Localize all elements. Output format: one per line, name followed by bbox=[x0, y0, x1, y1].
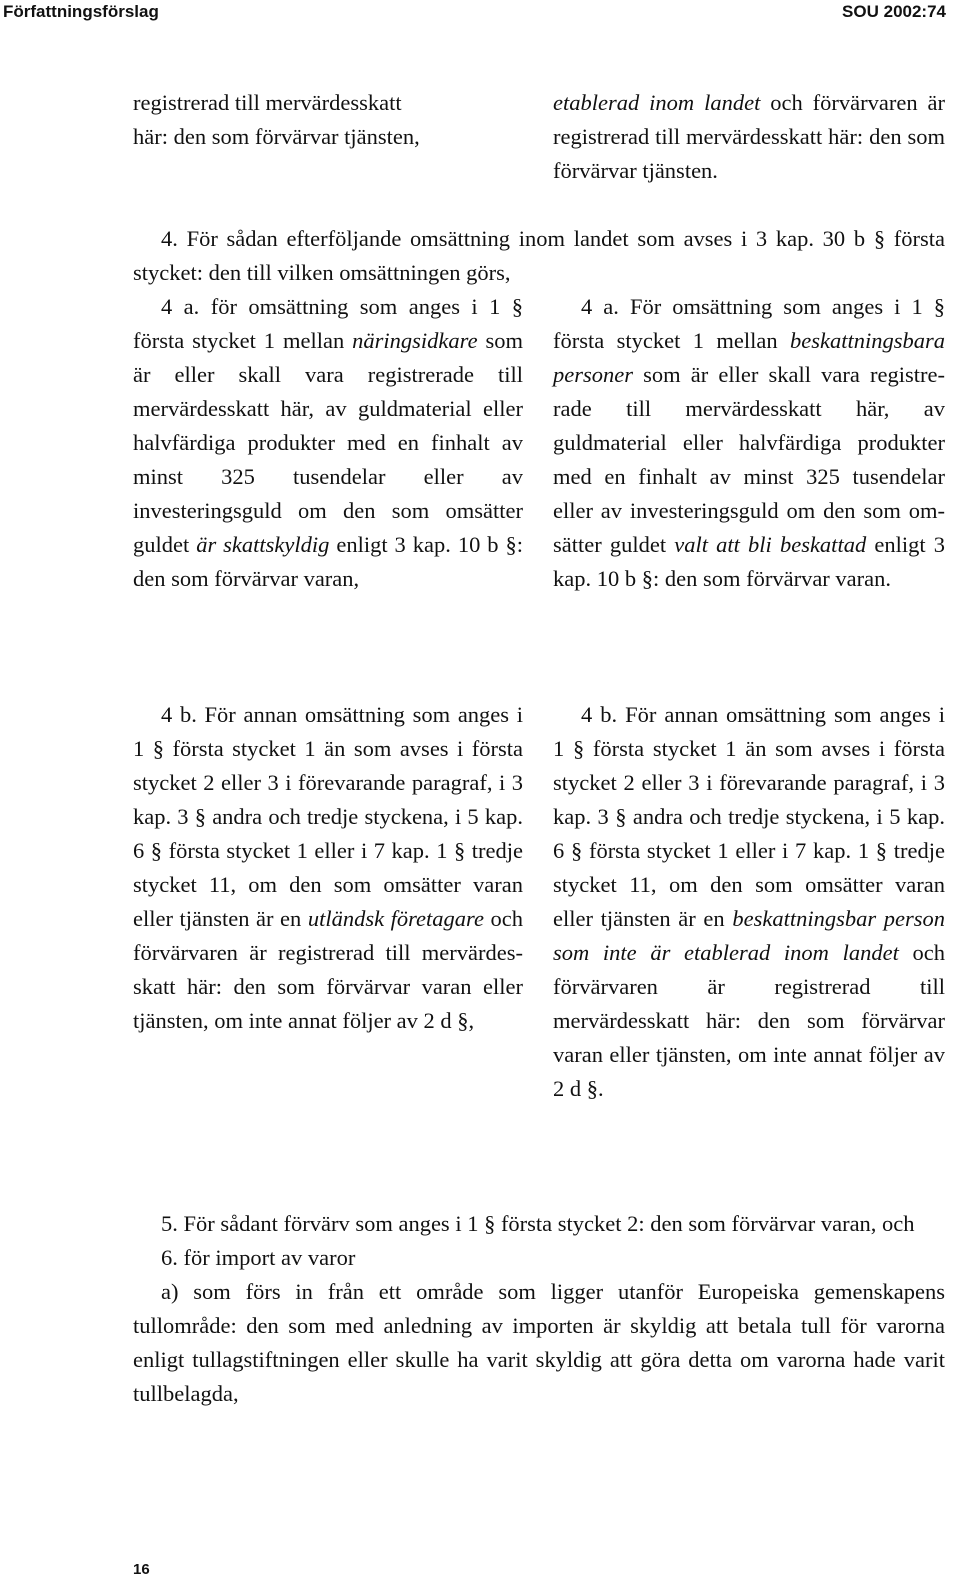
block1-left-column bbox=[133, 86, 523, 154]
item-4 bbox=[133, 222, 945, 290]
item-5-text: 5. För sådant förvärv som anges i 1 § första stycket 2: den som förvärvar varan, och bbox=[161, 1211, 915, 1236]
items-5-6 bbox=[133, 1207, 945, 1411]
item-4-text: 4. För sådan efterföljande omsättning inom landet som avses i 3 kap. 30 b § första stycket: den till vilken omsättningen görs, bbox=[133, 226, 945, 285]
page-number: 16 bbox=[133, 1561, 150, 1578]
block1-right-column bbox=[553, 86, 945, 188]
item-4a-right bbox=[553, 290, 945, 596]
emphasis: etablerad inom landet bbox=[553, 90, 761, 115]
item-4b-left-text: 4 b. För annan omsättning som anges i 1 § första stycket 1 än som avses i första stycket 2 eller 3 i förevarande paragraf, i 3 kap. 3 § andra och tredje styckena, i 5 kap. 6 § första stycket 1 eller i 7 kap. 1 § tredje stycket 11, om den som omsätter varan eller tjänsten är en utländsk företagare och förvärvaren är registrerad till mervärdesskatt här: den som förvärvar varan eller tjänsten, om inte annat följer av 2 d §, bbox=[133, 702, 523, 1033]
item-4a-left-text: 4 a. för omsättning som anges i 1 § första stycket 1 mellan näringsidkare som är eller skall vara registrerade till mervärdesskatt här, av guldmaterial eller halvfärdiga produkter med en finhalt av minst 325 tusendelar eller av investeringsguld om den som omsätter guldet är skattskyldig enligt 3 kap. 10 b §: den som förvärvar varan, bbox=[133, 294, 524, 591]
item-4b-left bbox=[133, 698, 523, 1038]
running-header-report-number: SOU 2002:74 bbox=[842, 2, 946, 21]
block1-right-paragraph: etablerad inom landet och förvärvaren är registrerad till mervärdesskatt här: den som förvärvar tjänsten. bbox=[553, 90, 945, 183]
item-4a-right-text: 4 a. För omsättning som anges i 1 § första stycket 1 mellan beskattningsbara personer som är eller skall vara registrerade till mervärdesskatt här, av guldmaterial eller halvfärdiga produkter med en finhalt av minst 325 tusendelar eller av investeringsguld om den som omsätter guldet valt att bli beskattad enligt 3 kap. 10 b §: den som förvärvar varan. bbox=[553, 294, 945, 591]
running-header-title: Författningsförslag bbox=[3, 2, 159, 21]
block1-left-line1: registrerad till mervärdesskatt bbox=[133, 90, 402, 115]
item-6a-text: a) som förs in från ett område som ligger utanför Europeiska gemenskapens tullområde: den som med anledning av importen är skyldig att betala tull för varorna enligt tullagstiftningen eller skulle ha varit skyldig att göra detta om varorna hade varit tullbelagda, bbox=[133, 1279, 945, 1406]
item-4a-left bbox=[133, 290, 523, 596]
block1-left-line2: här: den som förvärvar tjänsten, bbox=[133, 124, 420, 149]
item-6-text: 6. för import av varor bbox=[161, 1245, 356, 1270]
item-4b-right-text: 4 b. För annan omsättning som anges i 1 § första stycket 1 än som avses i första stycket 2 eller 3 i förevarande paragraf, i 3 kap. 3 § andra och tredje styckena, i 5 kap. 6 § första stycket 1 eller i 7 kap. 1 § tredje stycket 11, om den som omsätter varan eller tjänsten är en beskattningsbar person som inte är etablerad inom landet och förvärvaren är registrerad till mervärdesskatt här: den som förvärvar varan eller tjänsten, om inte annat följer av 2 d §. bbox=[553, 702, 946, 1101]
item-4b-right bbox=[553, 698, 945, 1106]
